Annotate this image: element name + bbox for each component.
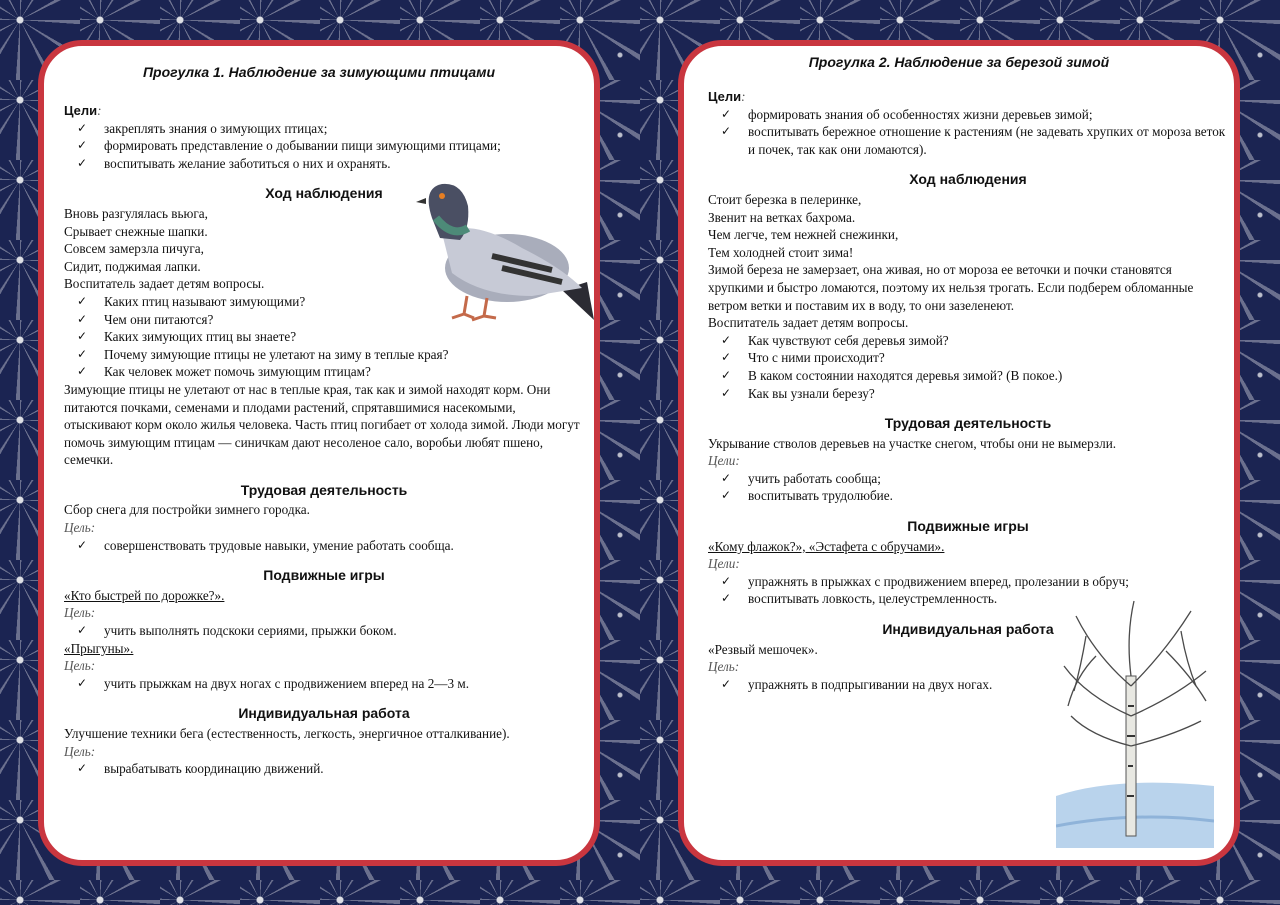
- list-item: ✓ совершенствовать трудовые навыки, умение работать сообща.: [64, 537, 584, 555]
- section-heading: Ход наблюдения: [909, 171, 1027, 188]
- card-title: Прогулка 2. Наблюдение за березой зимой: [808, 54, 1110, 70]
- section-heading: Трудовая деятельность: [240, 481, 408, 498]
- list-item: ✓ Чем они питаются?: [64, 311, 584, 329]
- goal-label: Цель:: [64, 743, 96, 759]
- list-item: ✓ упражнять в прыжках с продвижением вперед, пролезании в обруч;: [708, 573, 1228, 591]
- list-item: ✓ В каком состоянии находятся деревья зимой? (В покое.): [708, 367, 1228, 385]
- list-item: ✓ воспитывать трудолюбие.: [708, 487, 1228, 505]
- goal-label: Цели:: [708, 556, 740, 572]
- goals-label: Цели: [64, 103, 98, 118]
- list-item: ✓ закреплять знания о зимующих птицах;: [64, 120, 584, 138]
- goal-label: Цели:: [708, 453, 740, 469]
- list-item: ✓ воспитывать ловкость, целеустремленность.: [708, 590, 1228, 608]
- goal-label: Цель:: [708, 659, 740, 675]
- card-content: Цели: ✓ формировать знания об особенностях жизни деревьев зимой; ✓ воспитывать бережное отношение к растениям (не задевать хрупких от мороза веток и почек, так как они ломаются). Ход наблюдения Стоит березка в пелеринке, Звенит на ветках бахрома. Чем легче, тем нежней снежинки, Тем холодней стоит зима! Зимой береза не замерзает, она живая, но от мороза ее веточки и почки становятся хрупкими и быстро ломаются, поэтому их нельзя трогать. Если подберем обломанные ветром ветки и поставим их в воду, то они зазеленеют. Воспитатель задает детям вопросы. ✓ Как чувствуют себя деревья зимой? ✓ Что с ними происходит? ✓ В каком состоянии находятся деревья зимой? (В покое.) ✓ Как вы узнали березу? Трудовая деятельность Укрывание стволов деревьев на участке снегом, чтобы они не вымерзли. Цели: ✓ учить работать сообща; ✓ воспитывать трудолюбие. Подвижные игры «Кому флажок?», «Эстафета с обручами». Цели: ✓ упражнять в прыжках с продвижением вперед, пролезании в обруч; ✓ воспитывать ловкость, целеустремленность. Индивидуальная работа «Резвый мешочек». Цель: ✓ упражнять в подпрыгивании на двух ногах.: [708, 88, 1228, 693]
- poem-line: Совсем замерзла пичуга,: [64, 241, 204, 257]
- list-item: ✓ учить работать сообща;: [708, 470, 1228, 488]
- poem-line: Срывает снежные шапки.: [64, 223, 208, 239]
- list-item: ✓ Каких птиц называют зимующими?: [64, 293, 584, 311]
- list-item: ✓ вырабатывать координацию движений.: [64, 760, 584, 778]
- poem-line: Вновь разгулялась вьюга,: [64, 205, 208, 221]
- goals-label: Цели: [708, 89, 742, 104]
- section-heading: Подвижные игры: [907, 518, 1029, 535]
- individual-text: «Резвый мешочек».: [708, 641, 818, 657]
- teacher-asks: Воспитатель задает детям вопросы.: [708, 315, 909, 331]
- explanation: Зимующие птицы не улетают от нас в теплые края, так как и зимой находят корм. Они питаются почками, семенами и плодами растений, спрятавшимися насекомыми, отыскивают корм около жилья человека. Часть птиц погибает от холода зимой. Люди могут помочь зимующим птицам — синичкам дают несоленое сало, воробьи любят пшено, семечки.: [64, 381, 580, 468]
- section-heading: Ход наблюдения: [265, 185, 383, 202]
- game-title: «Кто быстрей по дорожке?».: [64, 587, 225, 603]
- list-item: ✓ Как чувствуют себя деревья зимой?: [708, 332, 1228, 350]
- card-content: Цели: ✓ закреплять знания о зимующих птицах; ✓ формировать представление о добывании пищи зимующими птицами; ✓ воспитывать желание заботиться о них и охранять. Ход наблюдения Вновь разгулялась вьюга, Срывает снежные шапки. Совсем замерзла пичуга, Сидит, поджимая лапки. Воспитатель задает детям вопросы. ✓ Каких птиц называют зимующими? ✓ Чем они питаются? ✓ Каких зимующих птиц вы знаете? ✓ Почему зимующие птицы не улетают на зиму в теплые края? ✓ Как человек может помочь зимующим птицам? Зимующие птицы не улетают от нас в теплые края, так как и зимой находят корм. Они питаются почками, семенами и плодами растений, спрятавшимися насекомыми, отыскивают корм около жилья человека. Часть птиц погибает от холода зимой. Люди могут помочь зимующим птицам — синичкам дают несоленое сало, воробьи любят пшено, семечки. Трудовая деятельность Сбор снега для постройки зимнего городка. Цель: ✓ совершенствовать трудовые навыки, умение работать сообща. Подвижные игры «Кто быстрей по дорожке?». Цель: ✓ учить выполнять подскоки сериями, прыжки боком. «Прыгуны». Цель: ✓ учить прыжкам на двух ногах с продвижением вперед на 2—3 м. Индивидуальная работа Улучшение техники бега (естественность, легкость, энергичное отталкивание). Цель: ✓ вырабатывать координацию движений.: [64, 102, 584, 778]
- game-title: «Прыгуны».: [64, 640, 134, 656]
- poem-line: Стоит березка в пелеринке,: [708, 191, 862, 207]
- pigeon-icon: [412, 178, 596, 328]
- list-item: ✓ Как человек может помочь зимующим птицам?: [64, 363, 584, 381]
- explanation: Зимой береза не замерзает, она живая, но от мороза ее веточки и почки становятся хрупкими и быстро ломаются, поэтому их нельзя трогать. Если подберем обломанные ветром ветки и поставим их в воду, то они зазеленеют.: [708, 262, 1194, 313]
- card-walk-1: [38, 40, 600, 866]
- list-item: ✓ формировать представление о добывании пищи зимующими птицами;: [64, 137, 584, 155]
- goal-label: Цель:: [64, 520, 96, 536]
- poem-line: Чем легче, тем нежней снежинки,: [708, 227, 899, 243]
- list-item: ✓ формировать знания об особенностях жизни деревьев зимой;: [708, 106, 1228, 124]
- poem-line: Сидит, поджимая лапки.: [64, 258, 201, 274]
- list-item: ✓ Почему зимующие птицы не улетают на зиму в теплые края?: [64, 346, 584, 364]
- list-item: ✓ упражнять в подпрыгивании на двух ногах.: [708, 676, 1228, 694]
- poem-line: Звенит на ветках бахрома.: [708, 209, 856, 225]
- list-item: ✓ воспитывать бережное отношение к растениям (не задевать хрупких от мороза веток и почек, так как они ломаются).: [708, 123, 1228, 158]
- labor-text: Сбор снега для постройки зимнего городка.: [64, 502, 310, 518]
- poem-line: Тем холодней стоит зима!: [708, 244, 854, 260]
- section-heading: Индивидуальная работа: [882, 621, 1054, 638]
- list-item: ✓ учить прыжкам на двух ногах с продвижением вперед на 2—3 м.: [64, 675, 584, 693]
- goal-label: Цель:: [64, 658, 96, 674]
- card-title: Прогулка 1. Наблюдение за зимующими птицами: [142, 64, 496, 80]
- section-heading: Трудовая деятельность: [884, 415, 1052, 432]
- birch-tree-icon: [1056, 596, 1214, 848]
- list-item: ✓ Каких зимующих птиц вы знаете?: [64, 328, 584, 346]
- goal-label: Цель:: [64, 605, 96, 621]
- labor-text: Укрывание стволов деревьев на участке снегом, чтобы они не вымерзли.: [708, 435, 1117, 451]
- teacher-asks: Воспитатель задает детям вопросы.: [64, 276, 265, 292]
- list-item: ✓ воспитывать желание заботиться о них и охранять.: [64, 155, 584, 173]
- individual-text: Улучшение техники бега (естественность, легкость, энергичное отталкивание).: [64, 726, 510, 741]
- section-heading: Подвижные игры: [263, 567, 385, 584]
- game-title: «Кому флажок?», «Эстафета с обручами».: [708, 538, 945, 554]
- section-heading: Индивидуальная работа: [238, 705, 410, 722]
- list-item: ✓ Как вы узнали березу?: [708, 385, 1228, 403]
- goals-list: [64, 120, 584, 173]
- list-item: ✓ Что с ними происходит?: [708, 349, 1228, 367]
- list-item: ✓ учить выполнять подскоки сериями, прыжки боком.: [64, 622, 584, 640]
